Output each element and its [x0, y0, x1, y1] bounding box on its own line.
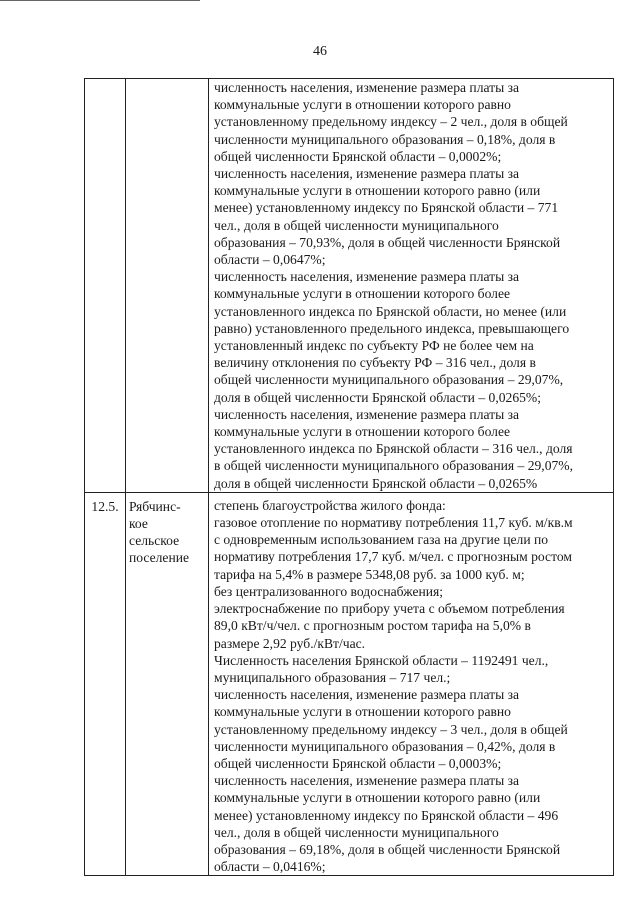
text-line: численность населения, изменение размера платы за — [214, 773, 520, 789]
municipality-name-cell — [126, 492, 209, 875]
text-line: установленный индекс по субъекту РФ не более чем на — [214, 338, 534, 354]
text-line: коммунальные услуги в отношении которого равно — [214, 704, 511, 720]
text-line: газовое отопление по нормативу потребления 11,7 куб. м/кв.м — [214, 515, 573, 531]
text-line: установленному предельному индексу – 3 чел., доля в общей — [214, 721, 568, 737]
text-line: величину отклонения по субъекту РФ – 316 чел., доля в — [214, 355, 536, 371]
text-line: доля в общей численности Брянской области – 0,0265%; — [214, 389, 542, 405]
text-line: менее) установленному индексу по Брянской области – 771 — [214, 200, 559, 216]
text-line: 89,0 кВт/ч/чел. с прогнозным ростом тарифа на 5,0% в — [214, 618, 531, 634]
municipality-name-line: кое — [129, 516, 148, 532]
municipality-name-line: поселение — [129, 550, 190, 566]
text-line: чел., доля в общей численности муниципального — [214, 824, 499, 840]
text-line: с одновременным использованием газа на другие цели по — [214, 532, 549, 548]
text-line: области – 0,0416%; — [214, 859, 326, 875]
municipality-name-line: Рябчинс- — [129, 498, 181, 514]
text-line: численность населения, изменение размера платы за — [214, 166, 520, 182]
text-line: области – 0,0647%; — [214, 252, 326, 268]
document-table — [84, 78, 614, 876]
text-line: общей численности Брянской области – 0,0002%; — [214, 148, 502, 164]
municipality-name-cell — [126, 79, 209, 493]
description-text — [214, 79, 611, 492]
table-row — [85, 79, 614, 493]
text-line: коммунальные услуги в отношении которого равно (или — [214, 790, 541, 806]
text-line: размере 2,92 руб./кВт/час. — [214, 635, 366, 651]
text-line: степень благоустройства жилого фонда: — [214, 497, 446, 513]
description-cell — [209, 492, 614, 875]
text-line: коммунальные услуги в отношении которого более — [214, 424, 511, 440]
text-line: чел., доля в общей численности муниципального — [214, 217, 499, 233]
text-line: численности муниципального образования – 0,42%, доля в — [214, 738, 556, 754]
text-line: образования – 70,93%, доля в общей численности Брянской — [214, 234, 561, 250]
page-number: 46 — [313, 44, 327, 59]
text-line: численность населения, изменение размера платы за — [214, 269, 520, 285]
row-number-cell — [85, 79, 126, 493]
text-line: без централизованного водоснабжения; — [214, 583, 444, 599]
text-line: в общей численности муниципального образования – 29,07%, — [214, 458, 574, 474]
text-line: численность населения, изменение размера платы за — [214, 687, 520, 703]
description-text — [214, 497, 611, 875]
table-row — [85, 492, 614, 875]
text-line: установленному предельному индексу – 2 чел., доля в общей — [214, 114, 568, 130]
text-line: муниципального образования – 717 чел.; — [214, 669, 451, 685]
text-line: численность населения, изменение размера платы за — [214, 80, 520, 95]
text-line: тарифа на 5,4% в размере 5348,08 руб. за 1000 куб. м; — [214, 566, 525, 582]
municipality-name-line: сельское — [129, 533, 180, 549]
municipality-name — [126, 493, 208, 567]
description-cell — [209, 79, 614, 493]
row-number: 12.5. — [91, 498, 119, 514]
text-line: образования – 69,18%, доля в общей численности Брянской — [214, 841, 561, 857]
text-line: коммунальные услуги в отношении которого равно — [214, 97, 511, 113]
text-line: установленного индекса по Брянской области, но менее (или — [214, 303, 567, 319]
text-line: общей численности муниципального образования – 29,07%, — [214, 372, 564, 388]
text-line: равно) установленного предельного индекса, превышающего — [214, 320, 570, 336]
top-rule — [0, 0, 200, 1]
text-line: электроснабжение по прибору учета с объемом потребления — [214, 601, 565, 617]
text-line: нормативу потребления 17,7 куб. м/чел. с прогнозным ростом — [214, 549, 572, 565]
text-line: менее) установленному индексу по Брянской области – 496 — [214, 807, 559, 823]
text-line: общей численности Брянской области – 0,0003%; — [214, 755, 502, 771]
text-line: коммунальные услуги в отношении которого равно (или — [214, 183, 541, 199]
text-line: коммунальные услуги в отношении которого более — [214, 286, 511, 302]
text-line: численность населения, изменение размера платы за — [214, 406, 520, 422]
row-number-cell — [85, 492, 126, 875]
text-line: Численность населения Брянской области – 1192491 чел., — [214, 652, 549, 668]
text-line: доля в общей численности Брянской области – 0,0265% — [214, 475, 538, 491]
text-line: численности муниципального образования – 0,18%, доля в — [214, 131, 556, 147]
text-line: установленного индекса по Брянской области – 316 чел., доля — [214, 441, 573, 457]
row-number — [85, 79, 125, 84]
